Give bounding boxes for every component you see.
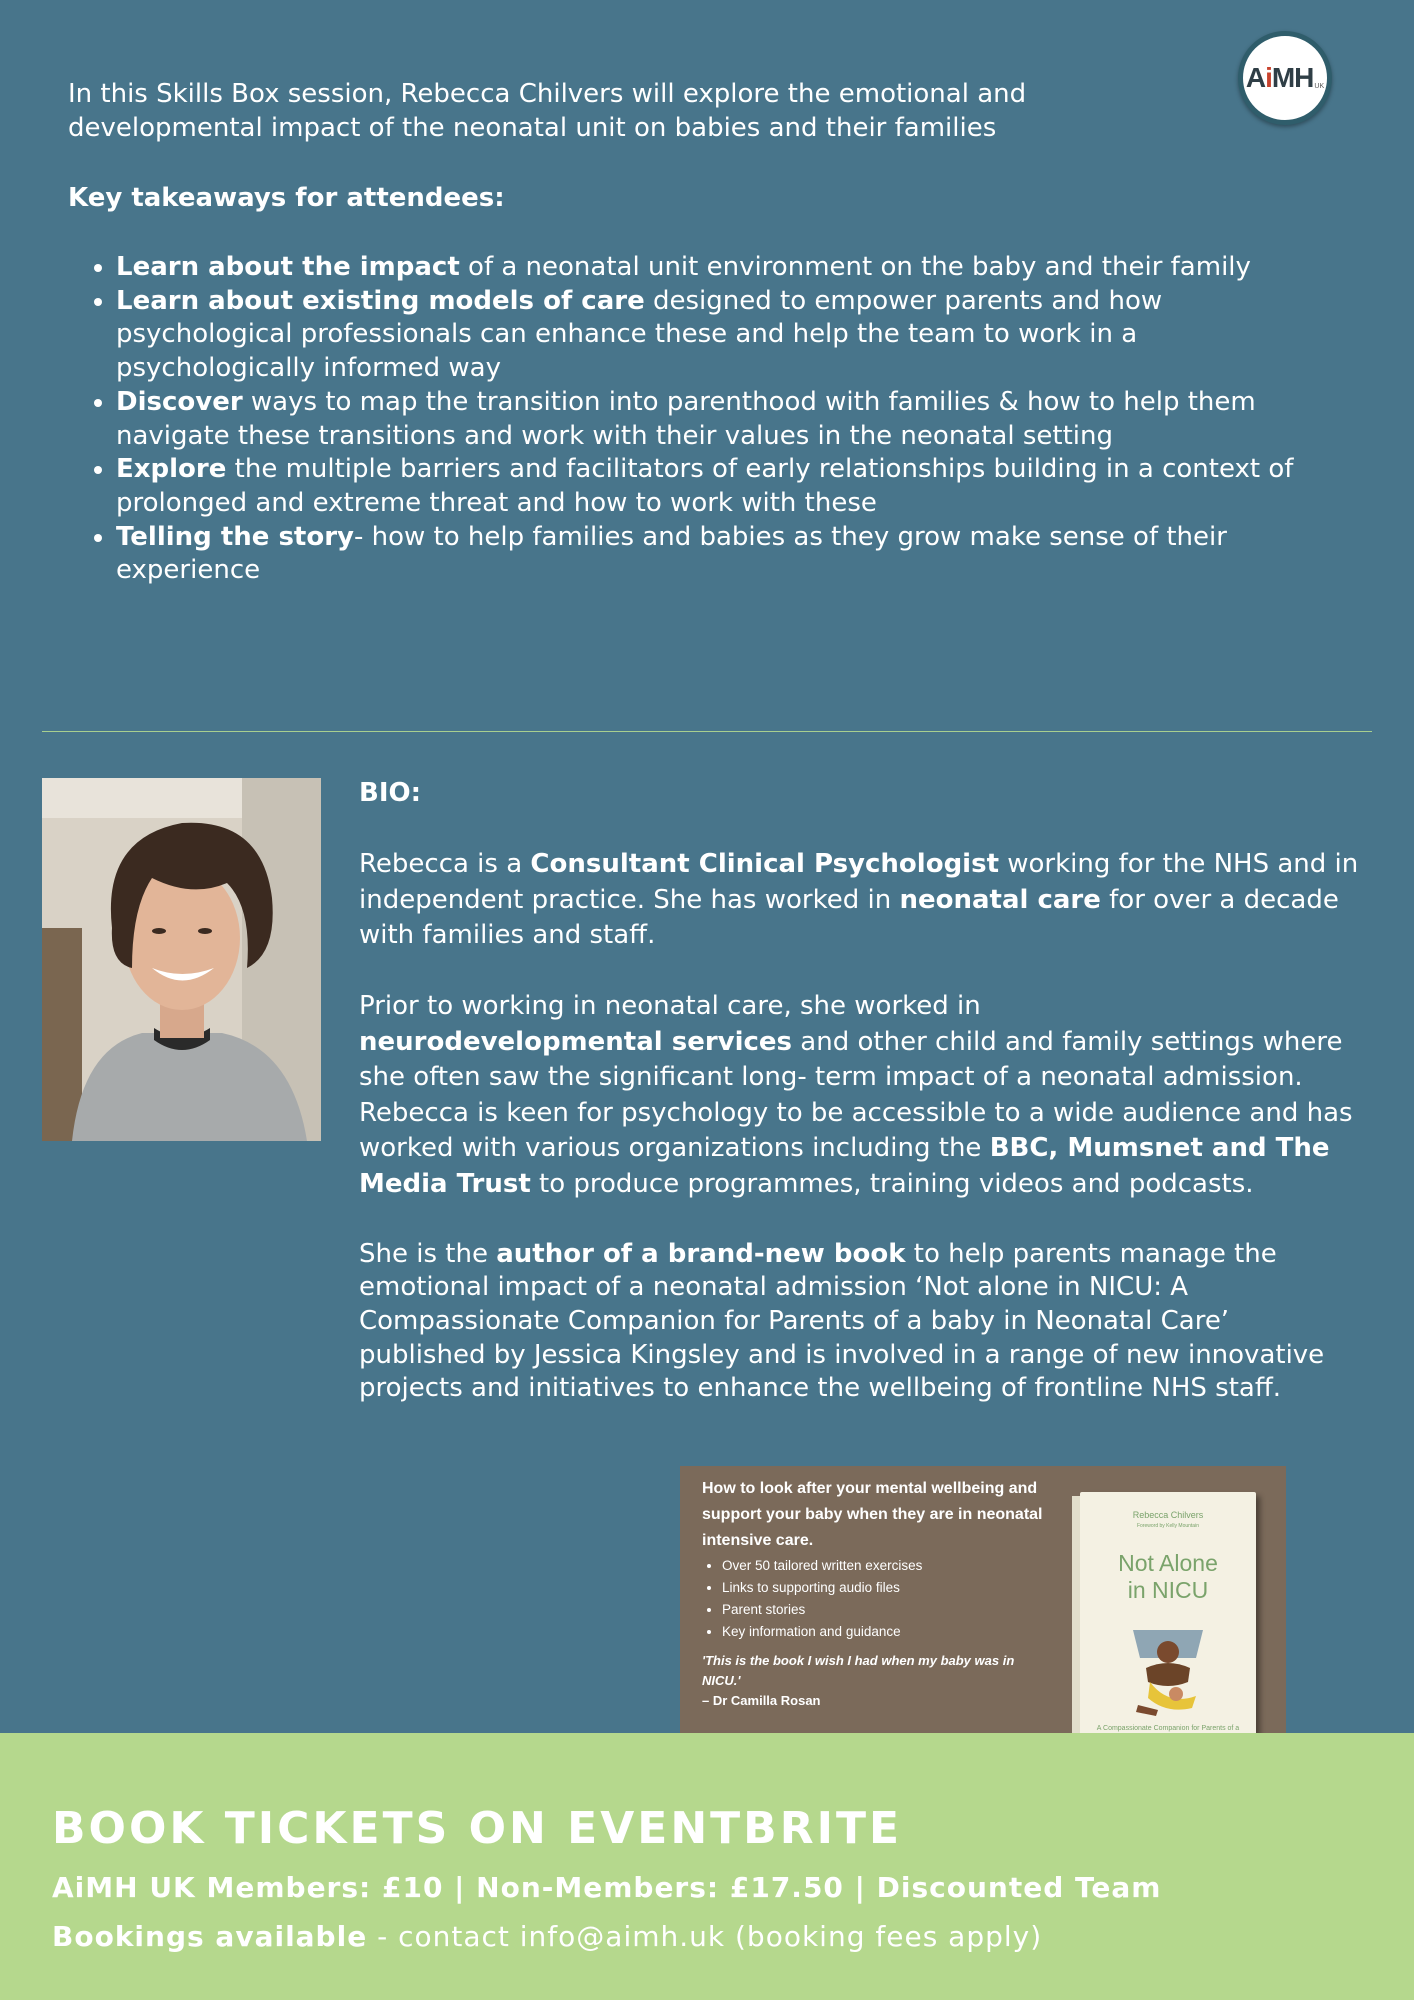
takeaway-text: - how to help families and babies as they grow make sense of their experience	[116, 521, 1227, 586]
bio-text: and other child and family settings where she often saw the significant long- term impact of a neonatal admission. Rebecca is keen for psychology to be accessible to a wide audience and has worked with various organizations including the	[359, 1026, 1353, 1163]
takeaway-text: of a neonatal unit environment on the baby and their family	[459, 252, 1251, 282]
bio-paragraph-1	[359, 847, 1359, 954]
bio-paragraph-3	[359, 1238, 1359, 1407]
intro-text: In this Skills Box session, Rebecca Chilvers will explore the emotional and developmental impact of the neonatal unit on babies and their families	[68, 79, 1027, 143]
cover-foreword: Foreword by Kelly Mountain	[1137, 1523, 1199, 1529]
cover-author: Rebecca Chilvers	[1132, 1510, 1204, 1520]
book-feature: • Links to supporting audio files	[722, 1577, 922, 1599]
takeaways-heading: Key takeaways for attendees:	[68, 183, 505, 213]
bio-text: Rebecca is a	[359, 849, 531, 879]
takeaway-bold: Telling the story	[116, 521, 354, 552]
takeaway-item	[116, 521, 1296, 588]
book-feature: • Parent stories	[722, 1599, 922, 1621]
logo-sub: UK	[1314, 83, 1325, 90]
logo-text: AiMH	[1245, 62, 1314, 93]
footer-title: BOOK TICKETS ON EVENTBRITE	[52, 1803, 903, 1854]
book-quote	[702, 1651, 1042, 1711]
bio-bold: neurodevelopmental services	[359, 1026, 793, 1057]
cover-illustration	[1118, 1610, 1218, 1720]
footer-banner	[0, 1733, 1414, 2000]
booking-contact[interactable]: - contact info@aimh.uk (booking fees apply)	[367, 1920, 1043, 1953]
quote-author: – Dr Camilla Rosan	[702, 1693, 821, 1708]
book-headline: How to look after your mental wellbeing and support your baby when they are in neonatal intensive care.	[702, 1480, 1043, 1549]
quote-text: 'This is the book I wish I had when my baby was in NICU.'	[702, 1653, 1015, 1688]
bio-bold: author of a brand-new book	[496, 1238, 906, 1269]
footer-booking	[52, 1919, 1042, 1955]
bio-heading: BIO:	[359, 778, 421, 808]
cover-title-line-1: Not Alone	[1118, 1550, 1218, 1576]
bio-paragraph-2	[359, 989, 1359, 1202]
book-features	[702, 1555, 922, 1643]
takeaway-bold: Learn about existing models of care	[116, 285, 645, 316]
takeaway-text: the multiple barriers and facilitators of early relationships building in a context of prolonged and extreme threat and how to work with these	[116, 454, 1294, 518]
takeaway-item	[116, 453, 1296, 520]
bio-bold: neonatal care	[899, 884, 1101, 915]
bio-section	[359, 776, 1359, 1442]
bio-text: Prior to working in neonatal care, she worked in	[359, 991, 981, 1021]
takeaway-text: ways to map the transition into parenthood with families & how to help them navigate these transitions and work with their values in the neonatal setting	[116, 386, 1256, 451]
takeaway-item	[116, 251, 1296, 285]
takeaway-text: designed to empower parents and how psychological professionals can enhance these and help the team to work in a psychologically informed way	[116, 285, 1163, 384]
section-divider	[42, 731, 1372, 732]
cover-spine	[1072, 1496, 1080, 1772]
cover-subtitle: A Compassionate Companion for Parents of a	[1096, 1725, 1240, 1732]
cover-title-line-2: in NICU	[1127, 1577, 1209, 1603]
bio-text: She is the	[359, 1238, 497, 1269]
footer-prices: AiMH UK Members: £10 | Non-Members: £17.50 | Discounted Team	[52, 1871, 1162, 1904]
takeaway-item	[116, 285, 1296, 386]
takeaways-list	[68, 251, 1296, 588]
bio-text: working for the NHS and in independent practice. She has worked in	[359, 849, 1359, 915]
book-feature: • Over 50 tailored written exercises	[722, 1555, 922, 1577]
cover-title	[1080, 1550, 1256, 1604]
booking-label: Bookings available	[52, 1920, 368, 1953]
bio-bold: BBC, Mumsnet and The Media Trust	[359, 1133, 1330, 1199]
book-cover	[1080, 1492, 1256, 1772]
bio-bold: Consultant Clinical Psychologist	[530, 849, 999, 879]
takeaway-bold: Explore	[116, 454, 227, 485]
speaker-photo	[42, 778, 321, 1141]
takeaway-bold: Learn about the impact	[116, 252, 460, 282]
bio-text: to help parents manage the emotional impact of a neonatal admission ‘Not alone in NICU: A Compassionate Companion for Parents of a baby in Neonatal Care’ published by Jessica Kingsley and is involved in a range of new innovative projects and initiatives to enhance the wellbeing of frontline NHS staff.	[359, 1238, 1325, 1404]
takeaway-bold: Discover	[116, 386, 243, 417]
book-feature: • Key information and guidance	[722, 1621, 922, 1643]
takeaway-item	[116, 386, 1296, 453]
aimh-logo	[1238, 31, 1332, 125]
bio-text: to produce programmes, training videos and podcasts.	[530, 1168, 1254, 1199]
bio-text: for over a decade with families and staff.	[359, 884, 1339, 950]
